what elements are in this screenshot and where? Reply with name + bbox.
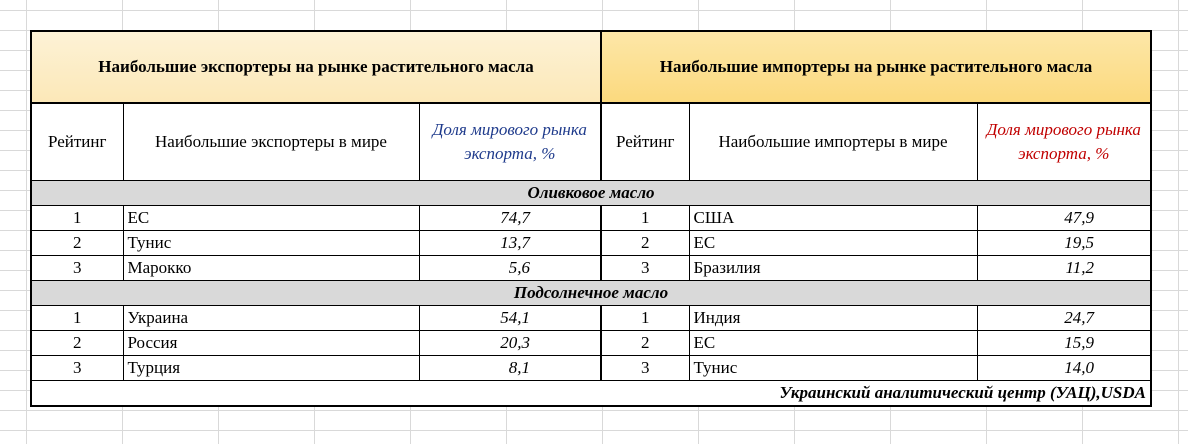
exp-rank-cell[interactable]: 1 — [31, 206, 123, 231]
vegetable-oil-market-table — [30, 30, 1152, 407]
table-row — [31, 356, 1151, 381]
section-title[interactable]: Оливковое масло — [31, 181, 1151, 206]
table-row-highlighted — [31, 306, 1151, 331]
table-row — [31, 256, 1151, 281]
exp-share-cell[interactable]: 20,3 — [419, 331, 601, 356]
exp-share-header[interactable]: Доля мирового рынка экспорта, % — [419, 103, 601, 181]
exp-name-cell[interactable]: Тунис — [123, 231, 419, 256]
exp-name-cell[interactable]: Турция — [123, 356, 419, 381]
imp-share-cell[interactable]: 19,5 — [977, 231, 1151, 256]
exp-name-cell[interactable]: ЕС — [123, 206, 419, 231]
imp-share-cell[interactable]: 15,9 — [977, 331, 1151, 356]
table-row — [31, 331, 1151, 356]
exp-name-cell[interactable]: Россия — [123, 331, 419, 356]
imp-share-header[interactable]: Доля мирового рынка экспорта, % — [977, 103, 1151, 181]
imp-share-cell[interactable]: 47,9 — [977, 206, 1151, 231]
exp-rank-cell[interactable]: 3 — [31, 356, 123, 381]
imp-rank-cell[interactable]: 3 — [601, 356, 689, 381]
imp-name-cell[interactable]: США — [689, 206, 977, 231]
imp-share-cell[interactable]: 14,0 — [977, 356, 1151, 381]
table-row — [31, 206, 1151, 231]
table-row — [31, 231, 1151, 256]
exp-rank-cell[interactable]: 3 — [31, 256, 123, 281]
section-title[interactable]: Подсолнечное масло — [31, 281, 1151, 306]
imp-rank-cell[interactable]: 1 — [601, 306, 689, 331]
imp-name-header[interactable]: Наибольшие импортеры в мире — [689, 103, 977, 181]
exporters-header: Наибольшие экспортеры на рынке растительного масла — [31, 31, 601, 103]
exp-share-cell[interactable]: 54,1 — [419, 306, 601, 331]
exp-share-cell[interactable]: 8,1 — [419, 356, 601, 381]
exp-rank-cell[interactable]: 1 — [31, 306, 123, 331]
column-header-row — [31, 103, 1151, 181]
exp-share-cell[interactable]: 74,7 — [419, 206, 601, 231]
imp-rank-cell[interactable]: 2 — [601, 331, 689, 356]
imp-name-cell[interactable]: Бразилия — [689, 256, 977, 281]
imp-rank-cell[interactable]: 2 — [601, 231, 689, 256]
source-row — [31, 381, 1151, 407]
imp-name-cell[interactable]: Индия — [689, 306, 977, 331]
imp-name-cell[interactable]: Тунис — [689, 356, 977, 381]
exp-rank-cell[interactable]: 2 — [31, 331, 123, 356]
exp-rank-header[interactable]: Рейтинг — [31, 103, 123, 181]
exp-share-cell[interactable]: 13,7 — [419, 231, 601, 256]
exp-share-cell[interactable]: 5,6 — [419, 256, 601, 281]
imp-rank-cell[interactable]: 1 — [601, 206, 689, 231]
imp-share-cell[interactable]: 24,7 — [977, 306, 1151, 331]
exp-name-header[interactable]: Наибольшие экспортеры в мире — [123, 103, 419, 181]
imp-rank-header[interactable]: Рейтинг — [601, 103, 689, 181]
imp-name-cell[interactable]: ЕС — [689, 231, 977, 256]
section-row-sunflower — [31, 281, 1151, 306]
exp-rank-cell[interactable]: 2 — [31, 231, 123, 256]
importers-header: Наибольшие импортеры на рынке растительного масла — [601, 31, 1151, 103]
section-row-olive — [31, 181, 1151, 206]
imp-name-cell[interactable]: ЕС — [689, 331, 977, 356]
imp-rank-cell[interactable]: 3 — [601, 256, 689, 281]
imp-share-cell[interactable]: 11,2 — [977, 256, 1151, 281]
source-note[interactable]: Украинский аналитический центр (УАЦ),USDA — [31, 381, 1151, 407]
exp-name-cell[interactable]: Украина — [123, 306, 419, 331]
exp-name-cell[interactable]: Марокко — [123, 256, 419, 281]
